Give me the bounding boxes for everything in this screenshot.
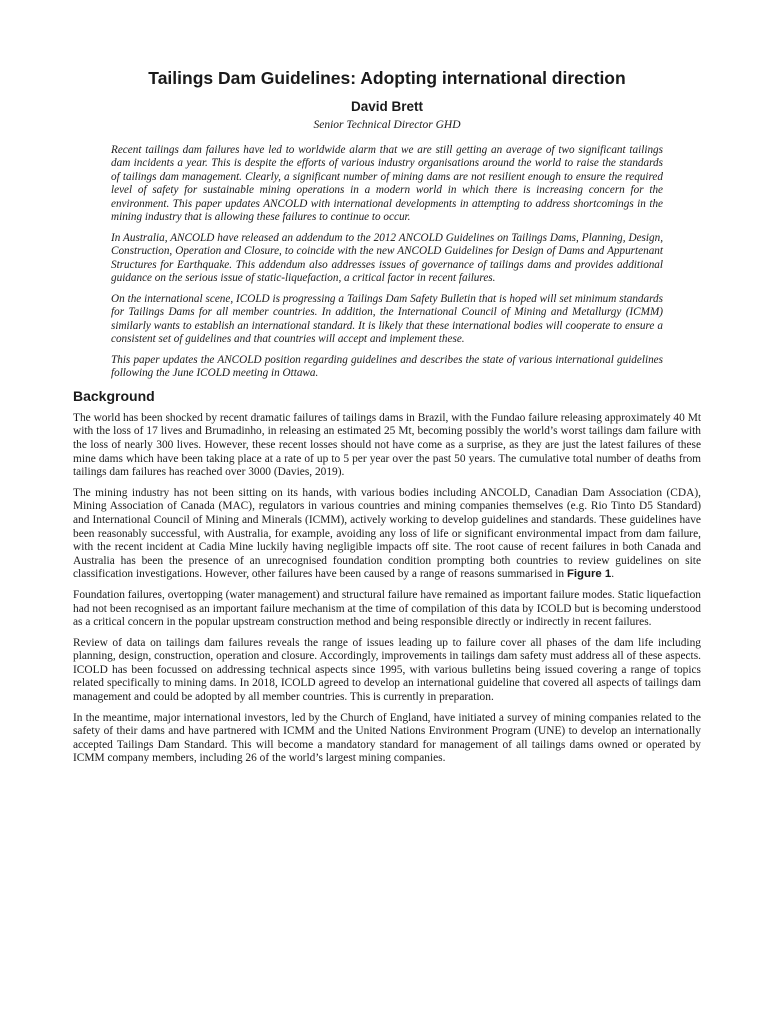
abstract <box>111 144 663 381</box>
body-paragraph <box>73 487 701 582</box>
section-heading-background: Background <box>73 387 155 404</box>
body-paragraph: The world has been shocked by recent dramatic failures of tailings dams in Brazil, with the Fundao failure releasing approximately 40 Mt with the loss of 17 lives and Brumadinho, in releasing an estimated 25 Mt, becoming possibly the world’s worst tailings dam failure with the loss of nearly 300 lives. However, these recent losses should not have come as a surprise, as they are just the latest failures of these mine dams which have been taking place at a rate of up to 5 per year over the past 50 years. The cumulative total number of deaths from tailings dam failures has reached over 3000 (Davies, 2019). <box>73 411 701 479</box>
author-name: David Brett <box>350 99 423 114</box>
paper-title: Tailings Dam Guidelines: Adopting international direction <box>148 68 626 88</box>
abstract-paragraph: In Australia, ANCOLD have released an addendum to the 2012 ANCOLD Guidelines on Tailings Dams, Planning, Design, Construction, Operation and Closure, to coincide with the new ANCOLD Guidelines for Design of Dams and Appurtenant Structures for Earthquake. This addendum also addresses issues of governance of tailings dams and provides additional guidance on the serious issue of static-liquefaction, a critical factor in recent failures. <box>111 231 663 285</box>
author-affiliation: Senior Technical Director GHD <box>313 119 461 132</box>
body-paragraph-text: The mining industry has not been sitting on its hands, with various bodies including ANCOLD, Canadian Dam Association (CDA), Mining Association of Canada (MAC), regulators in various countries and mining companies themselves (e.g. Rio Tinto D5 Standard) and International Council of Mining and Minerals (ICMM), actively working to develop guidelines and standards. These guidelines have been reasonably successful, with Australia, for example, avoiding any loss of life or significant environmental impact from dam failure, with the recent incident at Cadia Mine luckily having negligible impacts off site. The root cause of recent failures in both Canada and Australia has been the presence of an unrecognised foundation condition prompting both countries to review guidelines on site classification investigations. However, other failures have been caused by a range of reasons summarised in <box>73 486 701 581</box>
abstract-paragraph: This paper updates the ANCOLD position regarding guidelines and describes the state of various international guidelines following the June ICOLD meeting in Ottawa. <box>111 353 663 380</box>
abstract-paragraph: Recent tailings dam failures have led to worldwide alarm that we are still getting an average of two significant tailings dam incidents a year. This is despite the efforts of various industry organisations around the world to raise the standards of tailings dam management. Clearly, a significant number of mining dams are not resilient enough to ensure the required level of safety for sustainable mining operations in a modern world in which there is increasing concern for the environment. This paper updates ANCOLD with international developments in attempting to address shortcomings in the mining industry that is allowing these failures to continue to occur. <box>111 143 663 224</box>
figure-reference-link[interactable]: Figure 1 <box>566 568 612 581</box>
body-text <box>73 412 701 766</box>
abstract-paragraph: On the international scene, ICOLD is progressing a Tailings Dam Safety Bulletin that is hoped will set minimum standards for Tailings Dams for all member countries. In addition, the International Council of Mining and Metallurgy (ICMM) similarly wants to establish an international standard. It is likely that these international bodies will cooperate to ensure a consistent set of guidelines and that countries will accept and implement these. <box>111 292 663 346</box>
body-paragraph: Foundation failures, overtopping (water management) and structural failure have remained as important failure modes. Static liquefaction had not been recognised as an important failure mechanism at the time of compilation of this data by ICOLD but is becoming understood as a critical concern in the popular upstream construction method and being responsible directly or indirectly in recent failures. <box>73 588 701 629</box>
paper-page <box>73 68 701 773</box>
body-paragraph-end: . <box>611 568 615 581</box>
body-paragraph: In the meantime, major international investors, led by the Church of England, have initiated a survey of mining companies related to the safety of their dams and have partnered with ICMM and the United Nations Environment Program (UNE) to develop an internationally accepted Tailings Dam Standard. This will become a mandatory standard for management of all tailings dams owned or operated by ICMM company members, including 26 of the world’s largest mining companies. <box>73 711 701 765</box>
body-paragraph: Review of data on tailings dam failures reveals the range of issues leading up to failure cover all phases of the dam life including planning, design, construction, operation and closure. Accordingly, improvements in tailings dam safety must address all of these aspects. ICOLD has been focussed on addressing technical aspects since 1995, with various bulletins being issued covering a range of topics related specifically to mining dams. In 2018, ICOLD agreed to develop an international guideline that covered all aspects of tailings dam management and could be adopted by all member countries. This is currently in preparation. <box>73 636 701 704</box>
